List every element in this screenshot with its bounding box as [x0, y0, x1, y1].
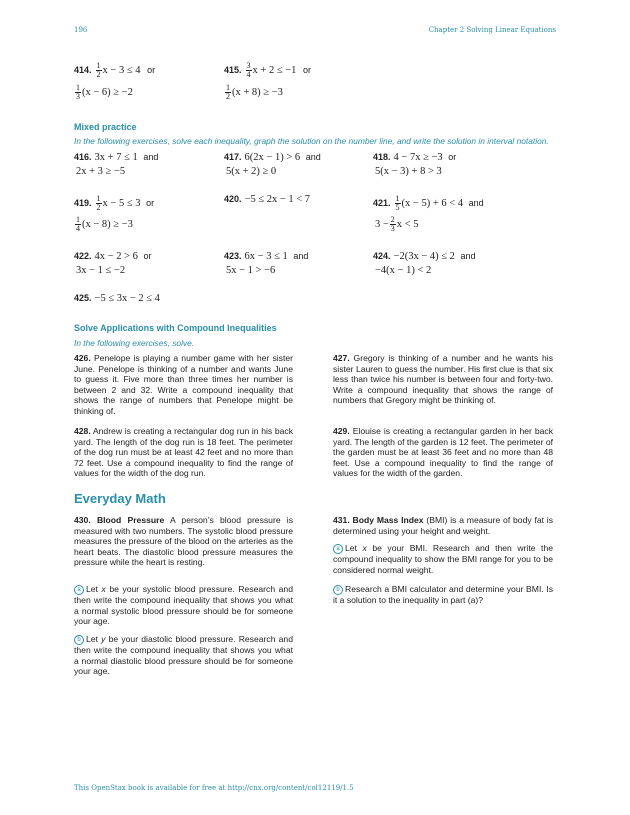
exercise-419-line2: $\frac{1}{4}$ (x − 8) ≥ −3 — [76, 215, 133, 233]
problem-426: 426. Penelope is playing a number game with her sister June. Penelope is thinking of a number and wants June to guess it. Five more than three times her number is between 2 and 32. Write a compound inequality that shows the range of numbers that Penelope might be thinking of. — [74, 353, 294, 416]
exercise-424-line2: −4(x − 1) < 2 — [375, 265, 432, 276]
part-b-marker: b — [333, 585, 343, 595]
exercise-425: 425. −5 ≤ 3x − 2 ≤ 4 — [74, 293, 160, 304]
part-a-marker: a — [74, 585, 84, 595]
problem-431: 431. Body Mass Index (BMI) is a measure of body fat is determined using your height and weight. — [333, 515, 554, 536]
chapter-title: Chapter 2 Solving Linear Equations — [428, 26, 556, 34]
exercise-423-line2: 5x − 1 > −6 — [226, 265, 276, 276]
problem-430-part-a: a Let x be your systolic blood pressure. Research and then write the compound inequality that shows you what a normal systolic blood pressure should be for someone your age. — [74, 584, 293, 627]
footer-note: This OpenStax book is available for free at http://cnx.org/content/col12119/1.5 — [74, 784, 354, 792]
exercise-417-line2: 5(x + 2) ≥ 0 — [226, 166, 277, 177]
exercise-414: 414. $\frac{1}{2}$ x − 3 ≤ 4 or — [74, 61, 156, 79]
exercise-422-line2: 3x − 1 ≤ −2 — [76, 265, 126, 276]
exercise-419: 419. $\frac{1}{2}$ x − 5 ≤ 3 or — [74, 194, 155, 212]
exercise-418-line2: 5(x − 3) + 8 > 3 — [375, 166, 442, 177]
problem-430: 430. Blood Pressure A person’s blood pressure is measured with two numbers. The systolic blood pressure measures the pressure of the blood on the arteries as the heart beats. The diastolic blood pressure measures the pressure while the heart is resting. — [74, 515, 293, 568]
exercise-423: 423. 6x − 3 ≤ 1 and — [224, 251, 309, 262]
exercise-417: 417. 6(2x − 1) > 6 and — [224, 152, 321, 163]
problem-427: 427. Gregory is thinking of a number and he wants his sister Lauren to guess the number. His first clue is that six less than twice his number is between four and forty-two. Write a compound inequality that shows the range of numbers that Gregory might be thinking of. — [333, 353, 554, 406]
exercise-416: 416. 3x + 7 ≤ 1 and — [74, 152, 159, 163]
exercise-415: 415. $\frac{3}{4}$ x + 2 ≤ −1 or — [224, 61, 312, 79]
exercise-418: 418. 4 − 7x ≥ −3 or — [373, 152, 457, 163]
problem-430-part-b: b Let y be your diastolic blood pressure. Research and then write the compound inequality that shows you what a normal diastolic blood pressure should be for someone your age. — [74, 634, 293, 677]
everyday-math-heading: Everyday Math — [74, 491, 166, 506]
exercise-422: 422. 4x − 2 > 6 or — [74, 251, 152, 262]
problem-428: 428. Andrew is creating a rectangular dog run in his back yard. The length of the dog run is 18 feet. The perimeter of the dog run must be at least 42 feet and no more than 72 feet. Use a compound inequality to find the range of values for the width of the dog run. — [74, 426, 293, 479]
applications-heading: Solve Applications with Compound Inequalities — [74, 323, 277, 333]
problem-431-part-b: b Research a BMI calculator and determine your BMI. Is it a solution to the inequality in part (a)? — [333, 584, 553, 605]
mixed-practice-heading: Mixed practice — [74, 122, 137, 132]
exercise-415-line2: $\frac{1}{2}$ (x + 8) ≥ −3 — [226, 83, 283, 101]
exercise-421-line2: 3 − $\frac{2}{3}$ x < 5 — [375, 215, 419, 233]
problem-429: 429. Elouise is creating a rectangular garden in her back yard. The length of the garden is 12 feet. The perimeter of the garden must be at least 36 feet and no more than 48 feet. Use a compound inequality to find the range of values for the width of the garden. — [333, 426, 553, 479]
mixed-practice-instruction: In the following exercises, solve each inequality, graph the solution on the number line, and write the solution in interval notation. — [74, 136, 549, 146]
exercise-416-line2: 2x + 3 ≥ −5 — [76, 166, 126, 177]
exercise-414-line2: $\frac{1}{3}$ (x − 6) ≥ −2 — [76, 83, 133, 101]
part-a-marker: a — [333, 544, 343, 554]
problem-431-part-a: a Let x be your BMI. Research and then write the compound inequality to show the BMI range for you to be considered normal weight. — [333, 543, 553, 575]
exercise-421: 421. $\frac{1}{5}$ (x − 5) + 6 < 4 and — [373, 194, 484, 212]
exercise-424: 424. −2(3x − 4) ≤ 2 and — [373, 251, 476, 262]
part-b-marker: b — [74, 635, 84, 645]
exercise-420: 420. −5 ≤ 2x − 1 < 7 — [224, 194, 311, 205]
applications-instruction: In the following exercises, solve. — [74, 338, 195, 348]
page-number: 196 — [74, 26, 88, 34]
